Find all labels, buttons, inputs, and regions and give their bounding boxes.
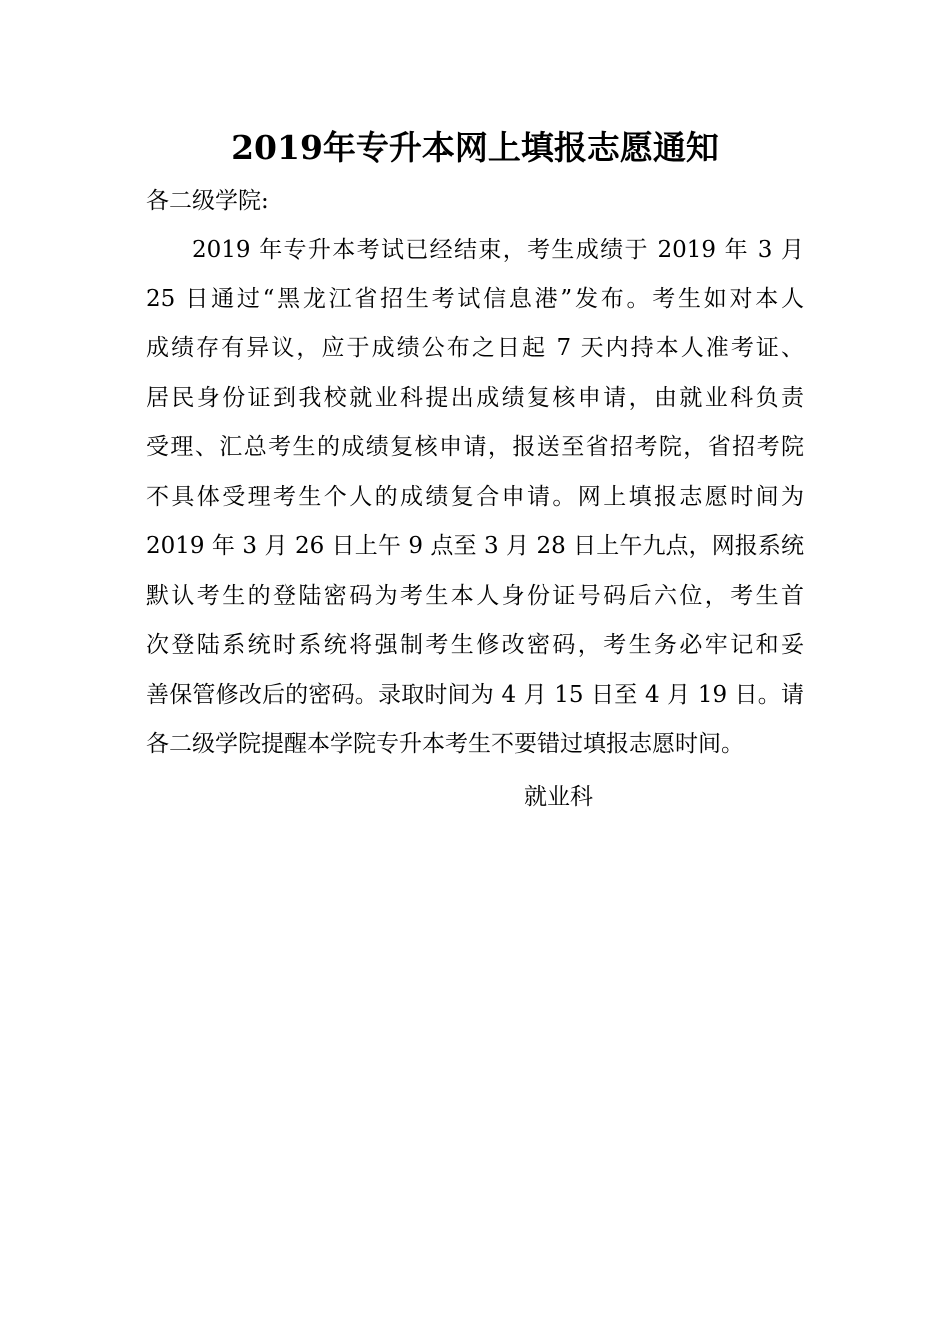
body-line: 各二级学院提醒本学院专升本考生不要错过填报志愿时间。 bbox=[146, 731, 744, 757]
body-line: 2019 年专升本考试已经结束，考生成绩于 2019 年 3 月 bbox=[192, 237, 804, 263]
body-line: 不具体受理考生个人的成绩复合申请。网上填报志愿时间为 bbox=[146, 484, 804, 510]
body-line: 2019 年 3 月 26 日上午 9 点至 3 月 28 日上午九点，网报系统 bbox=[146, 533, 804, 559]
body-line: 25 日通过“黑龙江省招生考试信息港”发布。考生如对本人 bbox=[146, 286, 804, 312]
body-line: 受理、汇总考生的成绩复核申请，报送至省招考院，省招考院 bbox=[146, 434, 804, 460]
body-line: 成绩存有异议，应于成绩公布之日起 7 天内持本人准考证、 bbox=[146, 335, 804, 361]
signature: 就业科 bbox=[524, 784, 593, 810]
body-line: 善保管修改后的密码。录取时间为 4 月 15 日至 4 月 19 日。请 bbox=[146, 682, 804, 708]
body-line: 默认考生的登陆密码为考生本人身份证号码后六位，考生首 bbox=[146, 583, 804, 609]
document-title: 2019年专升本网上填报志愿通知 bbox=[231, 128, 719, 167]
salutation: 各二级学院: bbox=[146, 188, 269, 214]
body-line: 次登陆系统时系统将强制考生修改密码，考生务必牢记和妥 bbox=[146, 632, 804, 658]
body-line: 居民身份证到我校就业科提出成绩复核申请，由就业科负责 bbox=[146, 385, 804, 411]
